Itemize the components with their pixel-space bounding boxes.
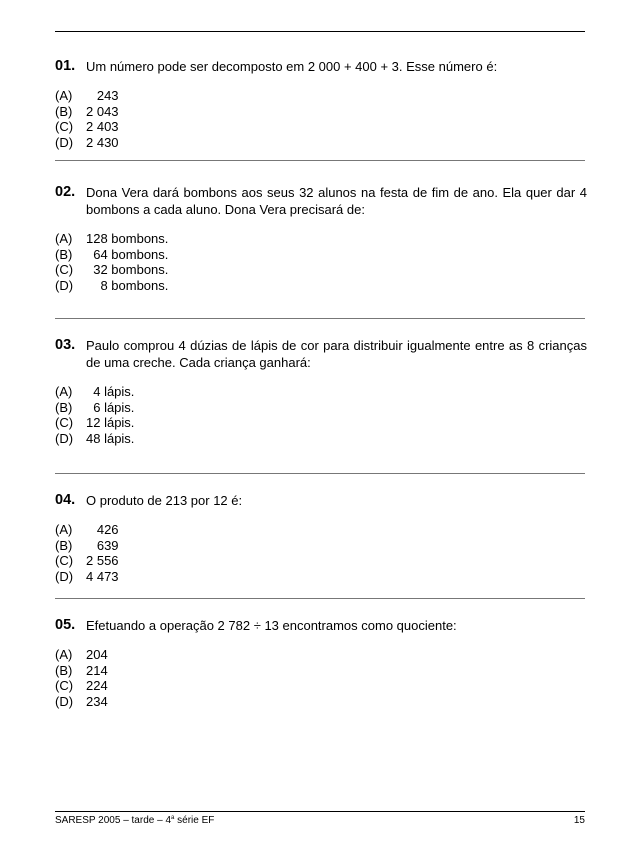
option-a — [55, 231, 587, 247]
question-01 — [55, 58, 587, 163]
option-b — [55, 104, 587, 120]
option-letter: (C) — [55, 415, 74, 430]
question-text: Paulo comprou 4 dúzias de lápis de cor para distribuir igualmente entre as 8 crianças de uma creche. Cada criança ganhará: — [86, 338, 587, 370]
option-letter: (D) — [55, 430, 74, 446]
option-d — [55, 135, 587, 151]
option-b — [55, 663, 587, 679]
option-a — [55, 88, 587, 104]
footer-text: SARESP 2005 – tarde – 4 — [55, 815, 172, 826]
option-b — [55, 400, 587, 416]
option-letter: (D) — [55, 693, 74, 709]
option-a — [55, 647, 587, 663]
option-text: 204 — [86, 647, 108, 662]
question-02 — [55, 184, 587, 306]
question-text: Dona Vera dará bombons aos seus 32 alunos na festa de fim de ano. Ela quer dar 4 bombons a cada aluno. Dona Vera precisará de: — [86, 185, 587, 217]
option-d — [55, 569, 587, 585]
option-text: 243 — [86, 88, 119, 103]
option-letter: (A) — [55, 384, 73, 399]
options-list — [55, 522, 587, 584]
option-text: 32 bombons. — [86, 262, 169, 277]
option-letter: (A) — [55, 647, 73, 662]
option-text: 12 lápis. — [86, 415, 135, 430]
question-04 — [55, 492, 587, 597]
option-text: 4 473 — [86, 568, 119, 584]
option-text: 8 bombons. — [86, 277, 169, 293]
option-letter: (C) — [55, 553, 74, 568]
option-letter: (C) — [55, 119, 74, 134]
option-letter: (A) — [55, 88, 73, 103]
option-letter: (A) — [55, 231, 73, 246]
question-text: Um número pode ser decomposto em 2 000 + 400 + 3. Esse número é: — [86, 59, 498, 74]
options-list — [55, 647, 587, 709]
question-number: 02. — [55, 184, 76, 200]
option-text: 426 — [86, 522, 119, 537]
option-d — [55, 431, 587, 447]
question-text: Efetuando a operação 2 782 ÷ 13 encontramos como quociente: — [86, 618, 457, 633]
footer-rule — [55, 811, 585, 812]
option-letter: (C) — [55, 678, 74, 693]
question-number: 05. — [55, 617, 76, 633]
footer-superscript: a — [171, 815, 175, 821]
footer-suffix: série EF — [174, 815, 215, 826]
divider — [55, 160, 585, 161]
option-letter: (B) — [55, 662, 73, 678]
options-list — [55, 88, 587, 150]
question-number: 01. — [55, 58, 76, 74]
option-d — [55, 278, 587, 294]
option-b — [55, 538, 587, 554]
option-c — [55, 262, 587, 278]
options-list — [55, 384, 587, 446]
option-letter: (B) — [55, 399, 73, 415]
option-text: 2 403 — [86, 119, 119, 134]
option-text: 2 043 — [86, 103, 119, 119]
option-letter: (B) — [55, 537, 73, 553]
option-letter: (C) — [55, 262, 74, 277]
divider — [55, 318, 585, 319]
question-03 — [55, 337, 587, 459]
divider — [55, 598, 585, 599]
option-c — [55, 119, 587, 135]
option-letter: (D) — [55, 277, 74, 293]
option-a — [55, 384, 587, 400]
option-c — [55, 415, 587, 431]
option-text: 234 — [86, 693, 108, 709]
option-letter: (B) — [55, 103, 73, 119]
option-text: 639 — [86, 537, 119, 553]
option-letter: (D) — [55, 134, 74, 150]
question-05 — [55, 617, 587, 722]
option-c — [55, 553, 587, 569]
option-text: 6 lápis. — [86, 399, 135, 415]
option-text: 128 bombons. — [86, 231, 169, 246]
option-a — [55, 522, 587, 538]
option-text: 4 lápis. — [86, 384, 135, 399]
option-letter: (D) — [55, 568, 74, 584]
option-letter: (A) — [55, 522, 73, 537]
option-text: 48 lápis. — [86, 430, 135, 446]
footer-source — [55, 815, 214, 826]
option-c — [55, 678, 587, 694]
question-number: 03. — [55, 337, 76, 353]
page-number: 15 — [573, 815, 585, 826]
option-text: 64 bombons. — [86, 246, 169, 262]
option-text: 2 556 — [86, 553, 119, 568]
option-letter: (B) — [55, 246, 73, 262]
option-text: 2 430 — [86, 134, 119, 150]
options-list — [55, 231, 587, 293]
top-rule — [55, 31, 585, 32]
option-text: 214 — [86, 662, 108, 678]
question-text: O produto de 213 por 12 é: — [86, 493, 243, 508]
option-text: 224 — [86, 678, 108, 693]
question-number: 04. — [55, 492, 76, 508]
option-d — [55, 694, 587, 710]
divider — [55, 473, 585, 474]
option-b — [55, 247, 587, 263]
